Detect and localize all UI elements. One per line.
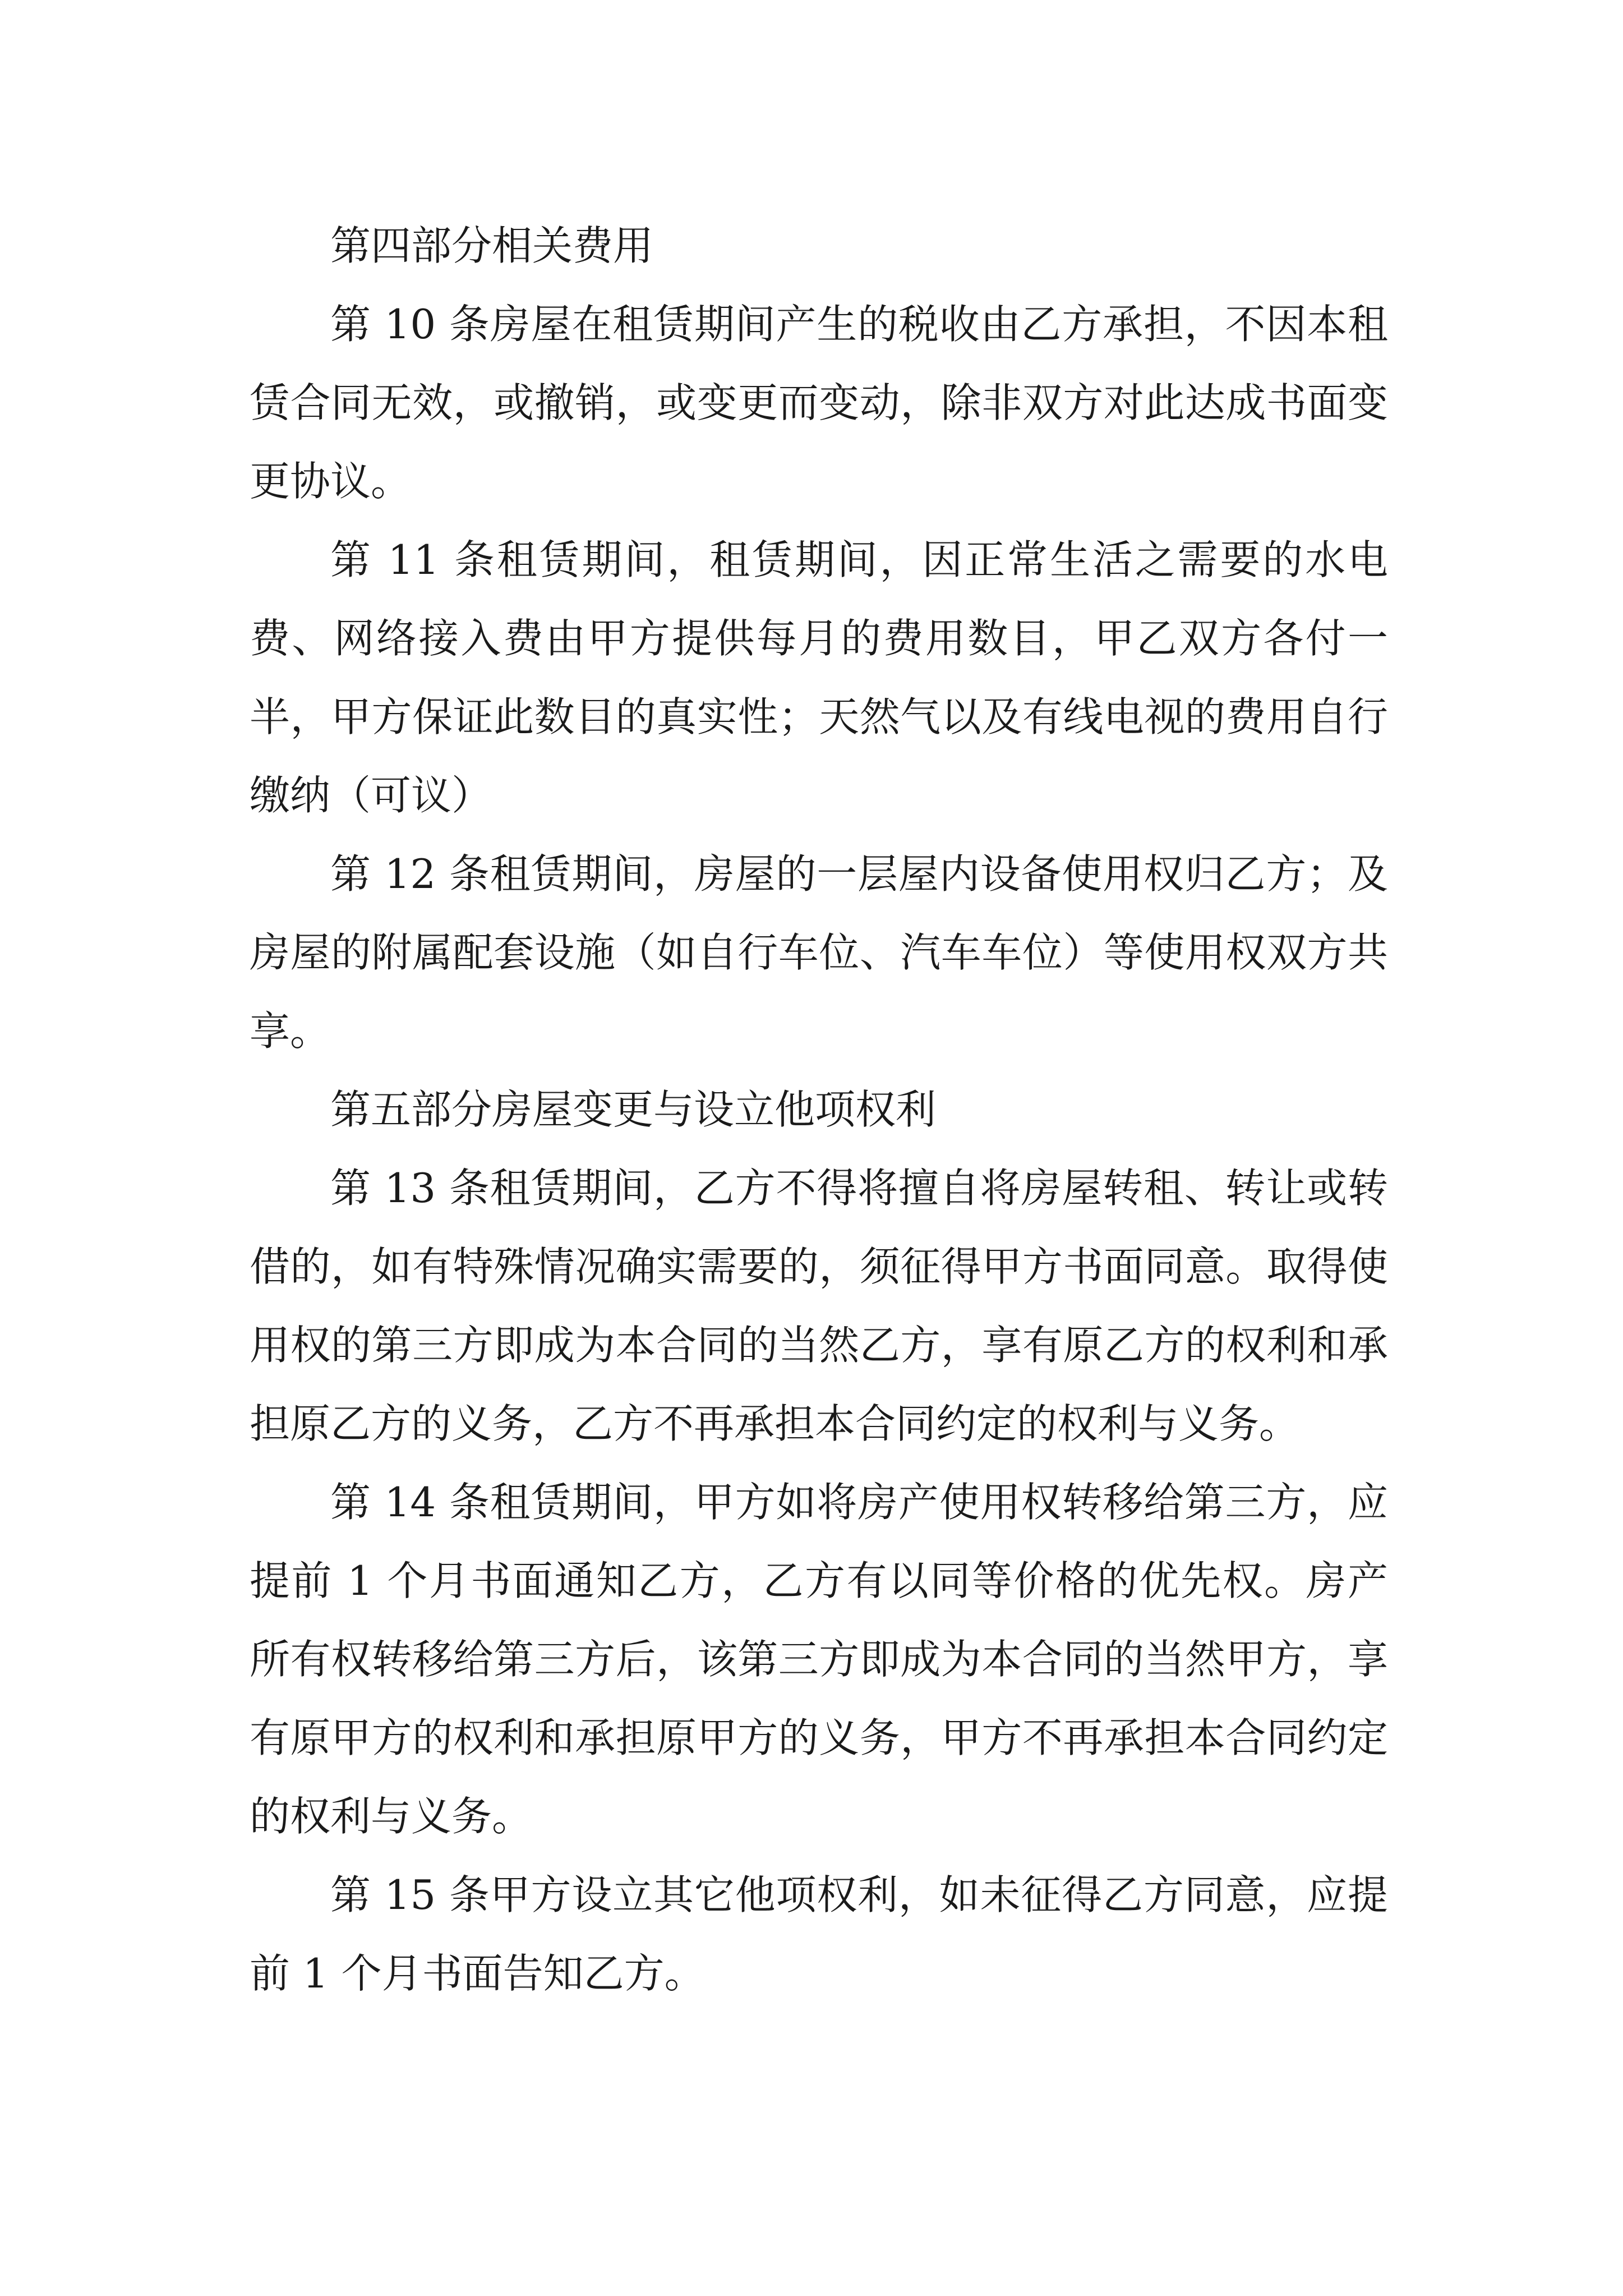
- article-10: 第 10 条房屋在租赁期间产生的税收由乙方承担，不因本租赁合同无效，或撤销，或变更而变动，除非双方对此达成书面变更协议。: [250, 301, 1388, 505]
- article-13: 第 13 条租赁期间，乙方不得将擅自将房屋转租、转让或转借的，如有特殊情况确实需要的，须征得甲方书面同意。取得使用权的第三方即成为本合同的当然乙方，享有原乙方的权利和承担原乙方的义务，乙方不再承担本合同约定的权利与义务。: [250, 1165, 1388, 1447]
- article-15: 第 15 条甲方设立其它他项权利，如未征得乙方同意，应提前 1 个月书面告知乙方。: [250, 1871, 1388, 1997]
- article-14: 第 14 条租赁期间，甲方如将房产使用权转移给第三方，应提前 1 个月书面通知乙方，乙方有以同等价格的优先权。房产所有权转移给第三方后，该第三方即成为本合同的当然甲方，享有原甲方的权利和承担原甲方的义务，甲方不再承担本合同约定的权利与义务。: [250, 1479, 1388, 1840]
- section-heading-part-five: 第五部分房屋变更与设立他项权利: [330, 1086, 937, 1133]
- article-12: 第 12 条租赁期间，房屋的一层屋内设备使用权归乙方；及房屋的附属配套设施（如自行车位、汽车车位）等使用权双方共享。: [250, 850, 1388, 1055]
- section-heading-part-four: 第四部分相关费用: [330, 222, 654, 269]
- document-body: [250, 206, 1388, 2013]
- article-11: 第 11 条租赁期间，租赁期间，因正常生活之需要的水电费、网络接入费由甲方提供每月的费用数目，甲乙双方各付一半，甲方保证此数目的真实性；天然气以及有线电视的费用自行缴纳（可议）: [250, 536, 1388, 819]
